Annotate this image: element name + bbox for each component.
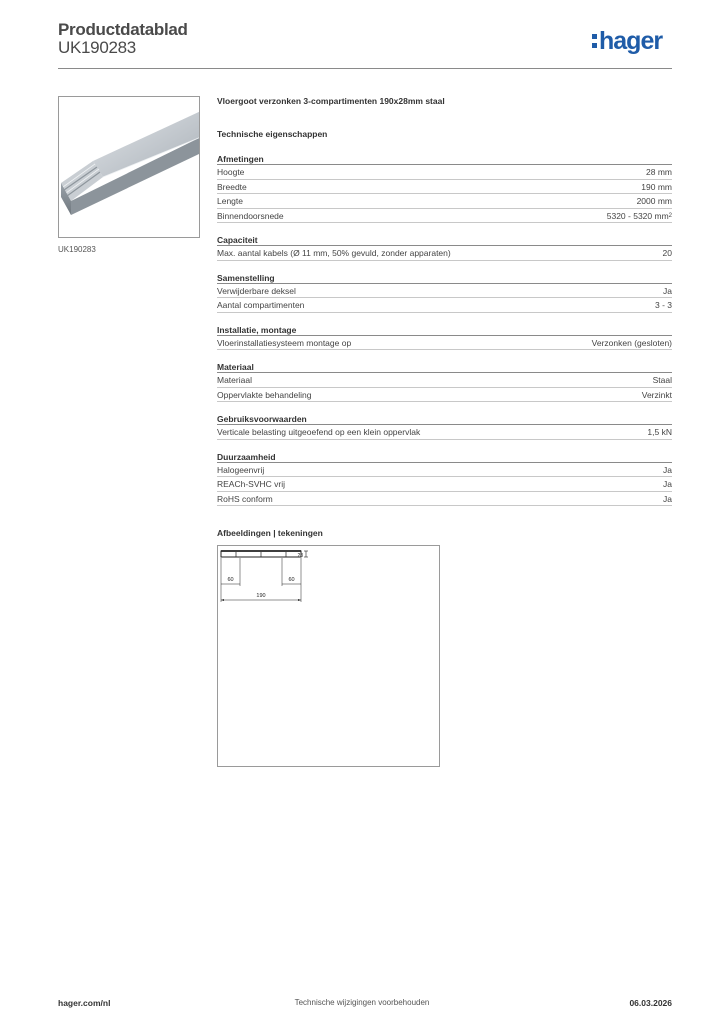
spec-label: RoHS conform (217, 493, 273, 504)
spec-value (607, 210, 672, 223)
spec-value: 3 - 3 (654, 300, 672, 310)
spec-label: Lengte (217, 196, 243, 206)
spec-row (217, 298, 672, 313)
hager-logo[interactable] (592, 26, 662, 56)
spec-value-text: 5320 - 5320 mm (606, 210, 669, 221)
spec-value: Verzonken (gesloten) (591, 337, 672, 348)
dim-left-label: 60 (227, 577, 234, 583)
product-image (58, 96, 200, 238)
spec-row (217, 463, 672, 478)
spec-value: 1,5 kN (647, 427, 672, 437)
spec-row (217, 165, 672, 180)
spec-value: Staal (652, 375, 672, 385)
spec-label: Verwijderbare deksel (217, 285, 296, 296)
spec-row (217, 373, 672, 388)
dim-right-label: 60 (288, 577, 295, 583)
spec-label: Max. aantal kabels (Ø 11 mm, 50% gevuld, zonder apparaten) (217, 248, 451, 258)
dim-total-label: 190 (256, 593, 266, 599)
spec-value: 20 (662, 248, 672, 258)
spec-row (217, 425, 672, 440)
footer-date: 06.03.2026 (629, 998, 672, 1008)
spec-row (217, 180, 672, 195)
page-title: Productdatablad (58, 20, 188, 39)
logo-colon-icon (592, 34, 597, 48)
section-duurzaamheid (217, 452, 672, 507)
spec-label: Verticale belasting uitgeoefend op een klein oppervlak (217, 427, 421, 437)
spec-label: REACh-SVHC vrij (217, 479, 286, 489)
spec-label: Binnendoorsnede (217, 210, 284, 221)
section-materiaal (217, 362, 672, 402)
spec-value: Verzinkt (641, 389, 672, 400)
section-title: Afmetingen (217, 154, 672, 165)
section-gebruiksvoorwaarden (217, 414, 672, 440)
section-title: Duurzaamheid (217, 452, 672, 463)
spec-value: 190 mm (641, 181, 672, 192)
spec-row (217, 209, 672, 224)
logo-text: hager (599, 26, 663, 55)
section-installatie (217, 325, 672, 351)
spec-value: Ja (663, 493, 672, 504)
spec-row (217, 284, 672, 299)
dim-height-label: 28 (297, 553, 303, 559)
product-description: Vloergoot verzonken 3-compartimenten 190x28mm staal (217, 96, 445, 106)
images-heading: Afbeeldingen | tekeningen (217, 528, 323, 538)
section-title: Gebruiksvoorwaarden (217, 414, 672, 425)
spec-row (217, 336, 672, 351)
spec-value: 28 mm (646, 167, 672, 177)
footer-website-link[interactable]: hager.com/nl (58, 998, 111, 1008)
section-title: Samenstelling (217, 273, 672, 284)
spec-value: Ja (663, 464, 672, 475)
product-code: UK190283 (58, 38, 136, 57)
section-title: Materiaal (217, 362, 672, 373)
spec-row (217, 492, 672, 507)
spec-row (217, 388, 672, 403)
section-capaciteit (217, 235, 672, 261)
product-details (217, 96, 672, 767)
spec-row (217, 246, 672, 261)
cable-duct-illustration (59, 97, 200, 238)
spec-value: Ja (663, 479, 672, 489)
section-title: Capaciteit (217, 235, 672, 246)
spec-row (217, 477, 672, 492)
unit-superscript: 2 (668, 212, 672, 219)
spec-label: Halogeenvrij (217, 464, 265, 475)
spec-label: Aantal compartimenten (217, 300, 305, 310)
image-caption: UK190283 (58, 245, 96, 254)
spec-label: Materiaal (217, 375, 252, 385)
section-samenstelling (217, 273, 672, 313)
spec-value: 2000 mm (636, 196, 672, 206)
section-title: Installatie, montage (217, 325, 672, 336)
footer-notice: Technische wijzigingen voorbehouden (294, 998, 430, 1007)
spec-label: Oppervlakte behandeling (217, 389, 312, 400)
spec-label: Breedte (217, 181, 247, 192)
spec-label: Vloerinstallatiesysteem montage op (217, 337, 352, 348)
spec-label: Hoogte (217, 167, 245, 177)
header-divider (58, 68, 672, 69)
section-afmetingen (217, 154, 672, 223)
tech-heading: Technische eigenschappen (217, 129, 328, 139)
spec-value: Ja (663, 285, 672, 296)
cross-section-drawing (218, 546, 439, 766)
spec-row (217, 194, 672, 209)
technical-drawing (217, 545, 440, 767)
